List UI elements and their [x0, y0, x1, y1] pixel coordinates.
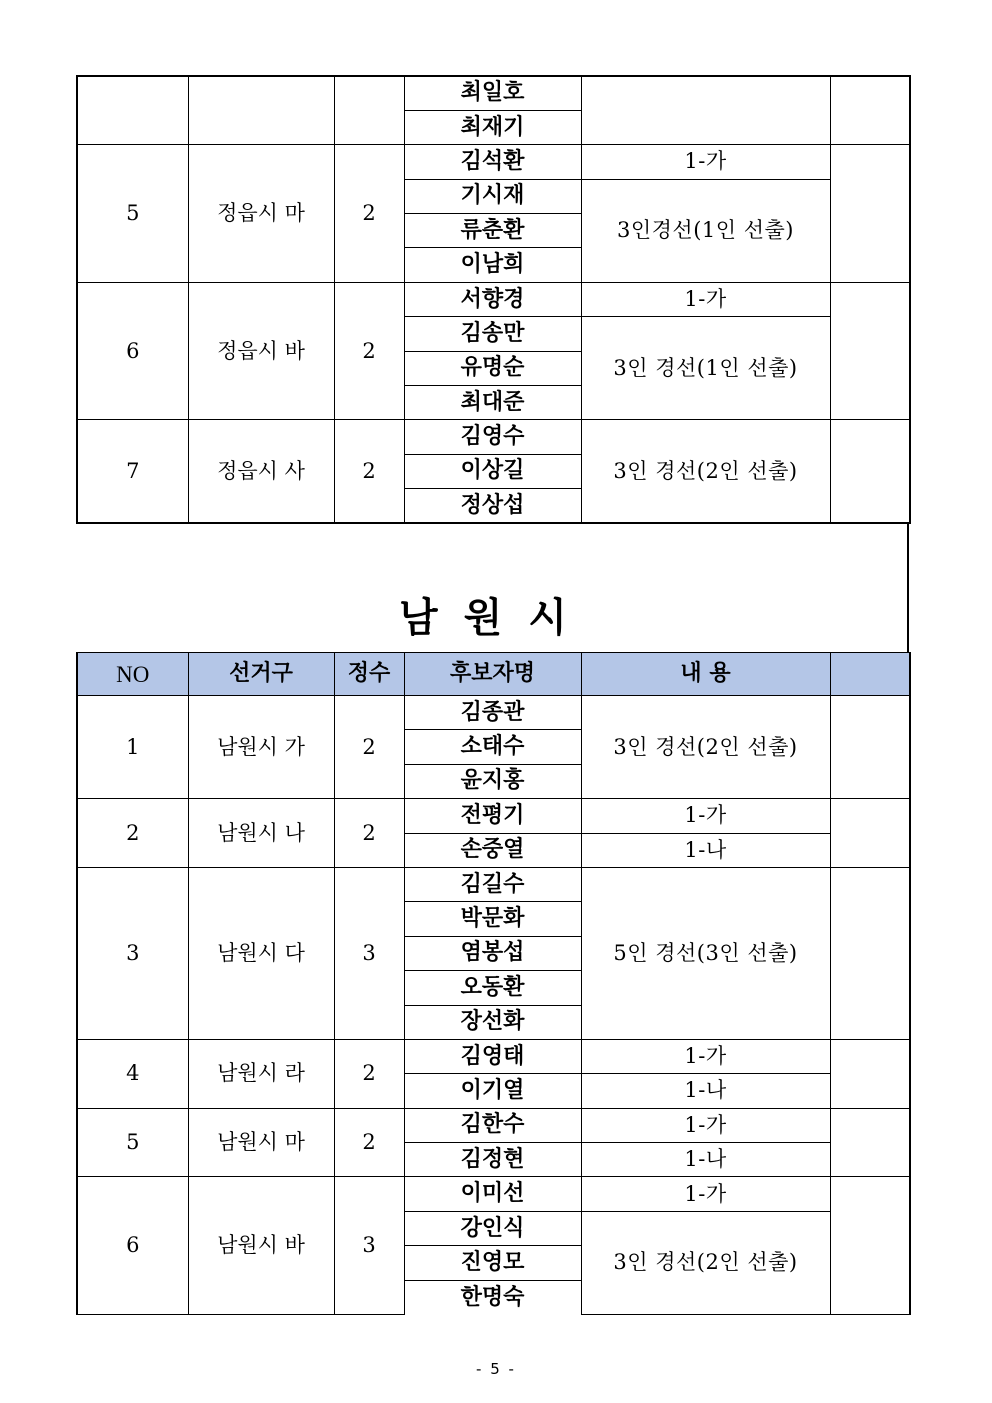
note-cell: [830, 799, 910, 868]
no-cell: 4: [77, 1039, 188, 1108]
header-seats: 정수: [334, 653, 404, 696]
content-cell: 5인 경선(3인 선출): [581, 867, 830, 1039]
content-cell: 1-가: [581, 1108, 830, 1142]
candidate-name: 이기열: [404, 1074, 581, 1108]
no-cell: 5: [77, 1108, 188, 1177]
note-cell: [830, 282, 910, 420]
table-row: [77, 282, 910, 316]
note-cell: [830, 867, 910, 1039]
content-cell: 1-나: [581, 1074, 830, 1108]
table-row: [77, 696, 910, 730]
candidate-name: 이상길: [404, 454, 581, 488]
content-cell: 1-가: [581, 1039, 830, 1073]
candidate-name: 류춘환: [404, 214, 581, 248]
candidate-name: 김석환: [404, 145, 581, 179]
header-candidate: 후보자명: [404, 653, 581, 696]
candidate-name: 김종관: [404, 696, 581, 730]
content-cell: 3인 경선(2인 선출): [581, 420, 830, 523]
candidate-name: 최일호: [404, 76, 581, 110]
content-cell: 1-가: [581, 145, 830, 179]
candidate-name: 이남희: [404, 248, 581, 282]
content-cell: 1-나: [581, 833, 830, 867]
table-row: [77, 145, 910, 179]
candidate-name: 최대준: [404, 386, 581, 420]
no-cell: 5: [77, 145, 188, 283]
no-cell: 6: [77, 282, 188, 420]
candidate-name: 김정현: [404, 1143, 581, 1177]
candidate-table-jeongeup: [76, 75, 911, 524]
district-cell: 남원시 가: [188, 696, 334, 799]
content-cell: 3인 경선(2인 선출): [581, 696, 830, 799]
candidate-name: 김한수: [404, 1108, 581, 1142]
candidate-name: 기시재: [404, 179, 581, 213]
no-cell: 3: [77, 867, 188, 1039]
candidate-name: 윤지홍: [404, 764, 581, 798]
content-cell: [581, 76, 830, 145]
note-cell: [830, 1039, 910, 1108]
content-cell: 3인경선(1인 선출): [581, 179, 830, 282]
candidate-name: 김송만: [404, 317, 581, 351]
candidate-name: 손중열: [404, 833, 581, 867]
candidate-name: 서향경: [404, 282, 581, 316]
table-row: [77, 420, 910, 454]
candidate-name: 정상섭: [404, 489, 581, 523]
candidate-name: 소태수: [404, 730, 581, 764]
district-cell: 남원시 나: [188, 799, 334, 868]
candidate-name: 염봉섭: [404, 936, 581, 970]
district-cell: 남원시 다: [188, 867, 334, 1039]
candidate-name: 김영태: [404, 1039, 581, 1073]
header-note: [830, 653, 910, 696]
district-cell: 남원시 바: [188, 1177, 334, 1315]
seats-cell: 3: [334, 867, 404, 1039]
district-cell: 정읍시 사: [188, 420, 334, 523]
candidate-name: 오동환: [404, 971, 581, 1005]
content-cell: 1-가: [581, 282, 830, 316]
table-row: [77, 1039, 910, 1073]
note-cell: [830, 76, 910, 145]
seats-cell: [334, 76, 404, 145]
content-cell: 3인 경선(2인 선출): [581, 1211, 830, 1314]
candidate-name: 강인식: [404, 1211, 581, 1245]
header-content: 내 용: [581, 653, 830, 696]
district-cell: 남원시 마: [188, 1108, 334, 1177]
candidate-name: 김길수: [404, 867, 581, 901]
candidate-name: 최재기: [404, 110, 581, 144]
candidate-table-namwon: [76, 652, 911, 1315]
seats-cell: 2: [334, 696, 404, 799]
section-title: 남원시: [399, 595, 593, 641]
district-cell: 남원시 라: [188, 1039, 334, 1108]
seats-cell: 2: [334, 282, 404, 420]
candidate-name: 이미선: [404, 1177, 581, 1211]
note-cell: [830, 145, 910, 283]
seats-cell: 2: [334, 420, 404, 523]
no-cell: [77, 76, 188, 145]
no-cell: 2: [77, 799, 188, 868]
note-cell: [830, 696, 910, 799]
header-no: NO: [77, 653, 188, 696]
table-row: [77, 1177, 910, 1211]
header-district: 선거구: [188, 653, 334, 696]
candidate-name: 장선화: [404, 1005, 581, 1039]
table-row: [77, 867, 910, 901]
note-cell: [830, 1177, 910, 1315]
no-cell: 1: [77, 696, 188, 799]
table-header-row: [77, 653, 910, 696]
seats-cell: 2: [334, 145, 404, 283]
candidate-name: 유명순: [404, 351, 581, 385]
content-cell: 1-나: [581, 1143, 830, 1177]
seats-cell: 2: [334, 799, 404, 868]
page-number: - 5 -: [476, 1360, 516, 1378]
seats-cell: 2: [334, 1108, 404, 1177]
table-row: [77, 76, 910, 110]
seats-cell: 2: [334, 1039, 404, 1108]
district-cell: 정읍시 바: [188, 282, 334, 420]
district-cell: [188, 76, 334, 145]
content-cell: 1-가: [581, 1177, 830, 1211]
candidate-name: 진영모: [404, 1246, 581, 1280]
candidate-name: 한명숙: [404, 1280, 581, 1314]
note-cell: [830, 1108, 910, 1177]
no-cell: 7: [77, 420, 188, 523]
candidate-name: 박문화: [404, 902, 581, 936]
no-cell: 6: [77, 1177, 188, 1315]
district-cell: 정읍시 마: [188, 145, 334, 283]
content-cell: 1-가: [581, 799, 830, 833]
candidate-name: 김영수: [404, 420, 581, 454]
seats-cell: 3: [334, 1177, 404, 1315]
table-row: [77, 1108, 910, 1142]
table-row: [77, 799, 910, 833]
content-cell: 3인 경선(1인 선출): [581, 317, 830, 420]
note-cell: [830, 420, 910, 523]
candidate-name: 전평기: [404, 799, 581, 833]
